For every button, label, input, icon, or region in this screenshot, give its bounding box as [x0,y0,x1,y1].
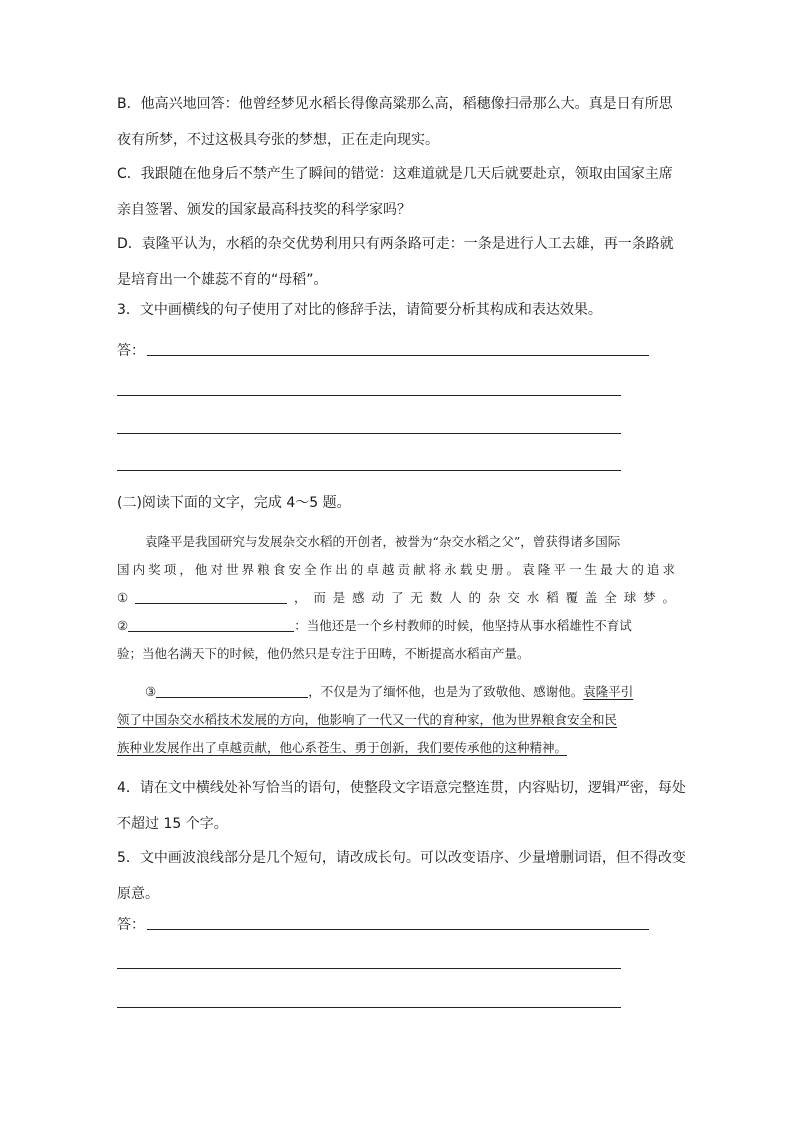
answer-row-q3[interactable] [117,340,657,360]
passage-line-3 [117,584,675,612]
option-d [117,226,677,298]
option-c-line-1: C．我跟随在他身后不禁产生了瞬间的错觉：这难道就是几天后就要赴京，领取由国家主席 [117,166,673,182]
section-2-title-text: (二)阅读下面的文字，完成 4～5 题。 [117,495,351,511]
option-d-line-1: D．袁隆平认为，水稻的杂交优势利用只有两条路可走：一条是进行人工去雄，再一条路就 [117,236,674,252]
question-3-text: 3．文中画横线的句子使用了对比的修辞手法，请简要分析其构成和表达效果。 [117,302,602,318]
question-3 [117,292,677,328]
answer-blank-line[interactable] [147,929,649,930]
passage-line-2: 国内奖项，他对世界粮食安全作出的卓越贡献将永载史册。袁隆平一生最大的追求 [117,562,675,577]
option-b-line-1: B．他高兴地回答：他曾经梦见水稻长得像高粱那么高，稻穗像扫帚那么大。真是日有所思 [117,96,673,112]
question-4-line-1: 4．请在文中横线处补写恰当的语句，使整段文字语意完整连贯，内容贴切，逻辑严密，每处 [117,780,686,796]
question-5-line-2: 原意。 [117,886,159,902]
question-4 [117,770,686,842]
question-5-line-1: 5．文中画波浪线部分是几个短句，请改成长句。可以改变语序、少量增删词语，但不得改变 [117,850,686,866]
option-c [117,156,677,228]
blank-marker-2: ② [117,618,129,633]
passage-line-6-text: ，不仅是为了缅怀他，也是为了致敬他、感谢他。 [308,684,584,699]
passage-line-8 [117,734,567,762]
fill-blank-2[interactable] [128,617,294,632]
answer-label: 答： [117,343,145,359]
section-2-title [117,485,677,521]
answer-line[interactable] [117,1007,621,1008]
passage-line-6 [145,678,633,706]
passage [117,528,677,768]
answer-line[interactable] [117,433,621,434]
option-d-line-2: 是培育出一个雄蕊不育的“母稻”。 [117,272,328,288]
option-c-line-2: 亲自签署、颁发的国家最高科技奖的科学家吗？ [117,202,411,218]
answer-row-q5[interactable] [117,914,657,934]
wavy-line-text: 领了中国杂交水稻技术发展的方向，他影响了一代又一代的育种家，他为世界粮食安全和民 [117,712,618,727]
answer-line[interactable] [117,470,621,471]
question-5 [117,840,686,912]
wavy-line-text: 族种业发展作出了卓越贡献，他心系苍生、勇于创新，我们要传承他的这种精神。 [117,740,568,755]
option-b-line-2: 夜有所梦，不过这极具夸张的梦想，正在走向现实。 [117,132,439,148]
passage-line-3-text: ，而是感动了无数人的杂交水稻覆盖全球梦。 [287,590,675,605]
blank-marker-1: ① [117,590,136,605]
blank-marker-3: ③ [145,684,157,699]
passage-line-7 [117,706,617,734]
question-4-line-2: 不超过 15 个字。 [117,816,228,832]
answer-label: 答： [117,917,145,933]
passage-line-5: 验；当他名满天下的时候，他仍然只是专注于田畴，不断提高水稻亩产量。 [117,646,530,661]
fill-blank-3[interactable] [156,683,308,698]
passage-line-1: 袁隆平是我国研究与发展杂交水稻的开创者，被誉为“杂交水稻之父”，曾获得诸多国际 [145,534,621,549]
answer-line[interactable] [117,968,621,969]
passage-line-4-text: ：当他还是一个乡村教师的时候，他坚持从事水稻雄性不育试 [294,618,632,633]
wavy-line-start: 袁隆平引 [583,684,634,699]
answer-blank-line[interactable] [147,355,649,356]
option-b [117,86,677,158]
passage-line-4 [117,612,632,640]
answer-line[interactable] [117,395,621,396]
fill-blank-1[interactable] [135,589,287,604]
